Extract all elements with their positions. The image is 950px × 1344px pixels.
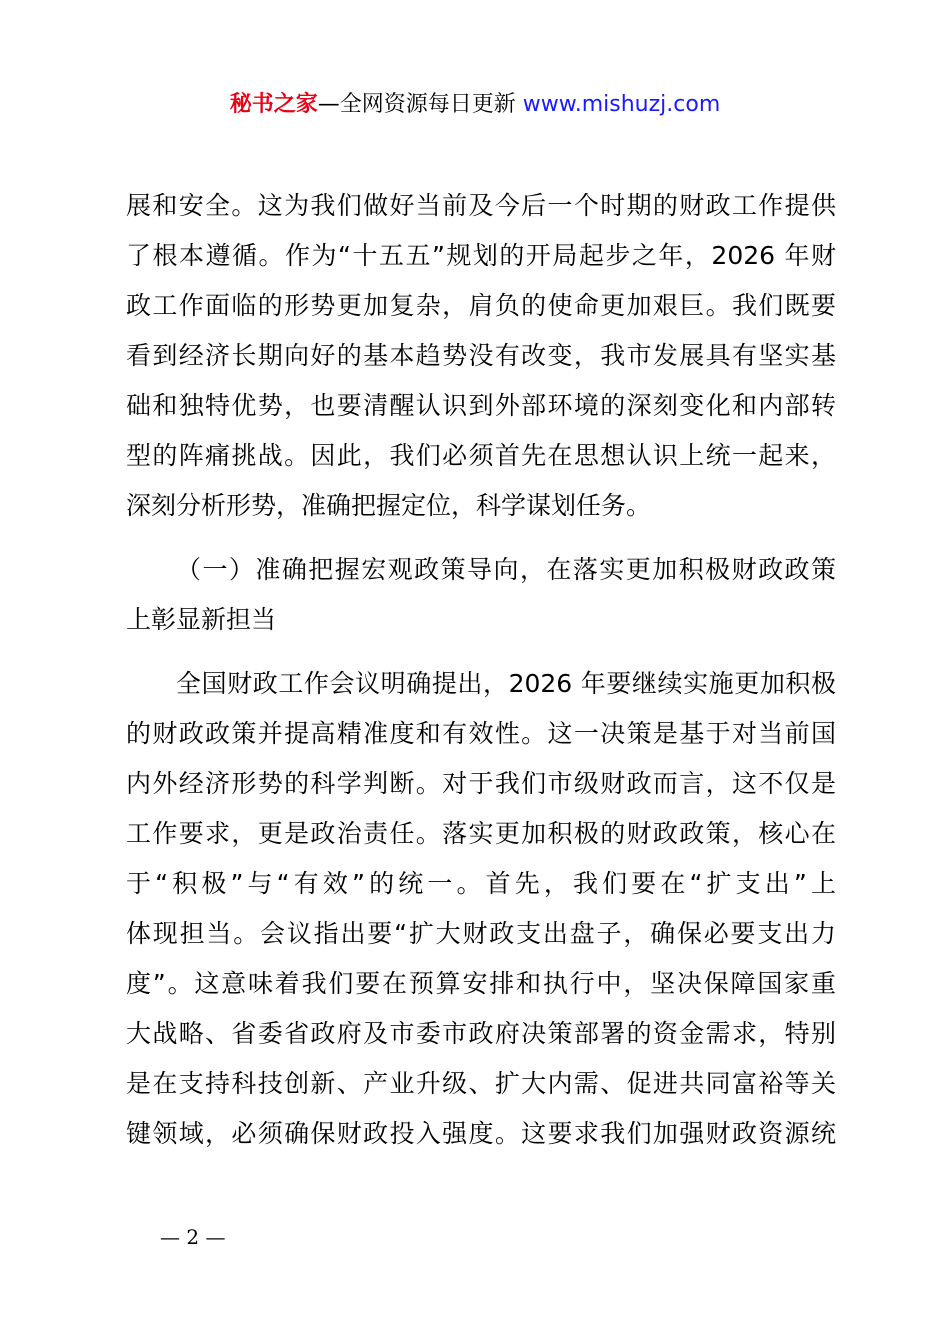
document-body xyxy=(126,181,836,1159)
text-line: 全国财政工作会议明确提出，2026 年要继续实施更加积极 xyxy=(176,669,836,698)
text-line: 看到经济长期向好的基本趋势没有改变，我市发展具有坚实基 xyxy=(126,341,836,370)
text-line: 是在支持科技创新、产业升级、扩大内需、促进共同富裕等关 xyxy=(126,1069,836,1098)
page-number: — 2 — xyxy=(160,1225,226,1249)
text-line: 键领域，必须确保财政投入强度。这要求我们加强财政资源统 xyxy=(126,1119,836,1148)
text-line: 型的阵痛挑战。因此，我们必须首先在思想认识上统一起来， xyxy=(126,441,836,470)
brand-name: 秘书之家 xyxy=(229,92,318,117)
page-header xyxy=(0,88,950,122)
text-line: 于“积极”与“有效”的统一。首先，我们要在“扩支出”上 xyxy=(126,869,836,898)
text-line: 础和独特优势，也要清醒认识到外部环境的深刻变化和内部转 xyxy=(126,391,836,420)
website-link[interactable]: www.mishuzj.com xyxy=(522,92,721,117)
text-line: 内外经济形势的科学判断。对于我们市级财政而言，这不仅是 xyxy=(126,769,836,798)
header-tagline: —全网资源每日更新 xyxy=(317,92,523,117)
text-line: 的财政政策并提高精准度和有效性。这一决策是基于对当前国 xyxy=(126,719,836,748)
text-line: 展和安全。这为我们做好当前及今后一个时期的财政工作提供 xyxy=(126,191,836,220)
text-line: 体现担当。会议指出要“扩大财政支出盘子，确保必要支出力 xyxy=(126,919,836,948)
section-heading-line: 上彰显新担当 xyxy=(126,605,277,634)
text-line: 大战略、省委省政府及市委市政府决策部署的资金需求，特别 xyxy=(126,1019,836,1048)
text-line: 深刻分析形势，准确把握定位，科学谋划任务。 xyxy=(126,491,652,520)
text-line: 了根本遵循。作为“十五五”规划的开局起步之年，2026 年财 xyxy=(126,241,836,270)
text-line: 度”。这意味着我们要在预算安排和执行中，坚决保障国家重 xyxy=(126,969,836,998)
text-line: 政工作面临的形势更加复杂，肩负的使命更加艰巨。我们既要 xyxy=(126,291,836,320)
section-heading-line: （一）准确把握宏观政策导向，在落实更加积极财政政策 xyxy=(176,555,836,584)
text-line: 工作要求，更是政治责任。落实更加积极的财政政策，核心在 xyxy=(126,819,836,848)
